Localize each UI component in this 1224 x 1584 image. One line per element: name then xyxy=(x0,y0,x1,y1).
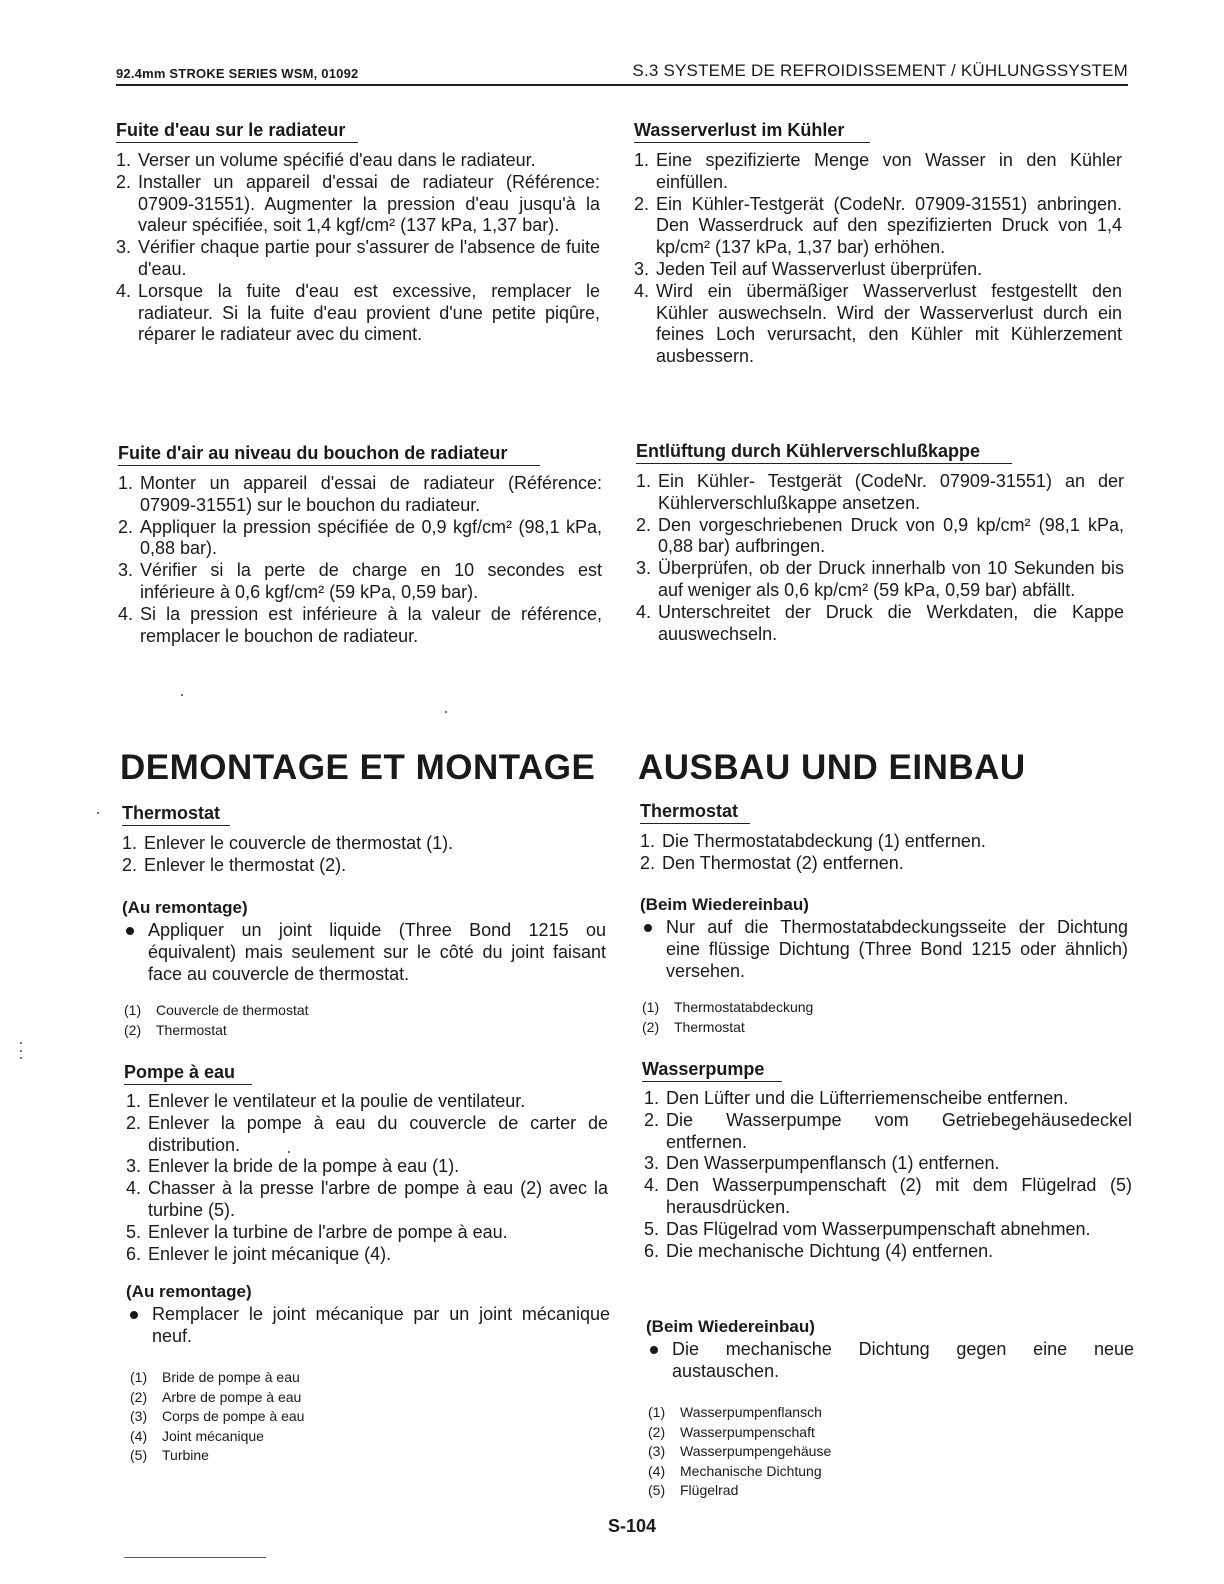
step-item xyxy=(116,281,600,346)
de-section-heading: AUSBAU UND EINBAU xyxy=(638,748,1026,787)
de-pump-steps xyxy=(644,1088,1132,1262)
legend-number: (2) xyxy=(130,1388,148,1405)
de-thermostat-legend xyxy=(642,998,813,1037)
step-text: Jeden Teil auf Wasserverlust überprüfen. xyxy=(656,258,983,279)
legend-text: Mechanische Dichtung xyxy=(680,1462,822,1479)
fr-pump-bullets xyxy=(124,1304,610,1348)
legend-number: (1) xyxy=(130,1369,148,1385)
legend-number: (2) xyxy=(124,1021,142,1038)
step-number: 2. xyxy=(640,852,656,873)
step-item xyxy=(636,515,1124,559)
step-text: Enlever le thermostat (2). xyxy=(144,854,347,875)
step-number: 3. xyxy=(636,558,652,579)
legend-item xyxy=(648,1481,831,1501)
step-text: Den Wasserpumpenflansch (1) entfernen. xyxy=(666,1153,1000,1174)
step-item xyxy=(644,1241,1132,1263)
scan-speck xyxy=(445,711,447,713)
step-number: 3. xyxy=(126,1156,142,1177)
legend-item xyxy=(648,1403,831,1423)
fr-pump-steps xyxy=(126,1091,608,1265)
step-text: Das Flügelrad vom Wasserpumpenschaft abnehmen. xyxy=(666,1218,1091,1239)
step-item xyxy=(126,1113,608,1157)
legend-text: Couvercle de thermostat xyxy=(156,1002,309,1018)
step-item xyxy=(644,1110,1132,1154)
step-number: 2. xyxy=(644,1109,660,1130)
de-radiator-leak-title: Wasserverlust im Kühler xyxy=(634,120,845,140)
legend-item xyxy=(648,1462,831,1482)
step-number: 1. xyxy=(644,1088,660,1108)
de-thermostat-bullets xyxy=(638,917,1128,982)
fr-pump-underline xyxy=(124,1084,252,1085)
step-number: 2. xyxy=(634,193,650,214)
footer-line xyxy=(124,1557,266,1558)
step-number: 5. xyxy=(644,1218,660,1239)
de-thermostat-reassembly-title: (Beim Wiedereinbau) xyxy=(640,895,809,914)
legend-text: Joint mécanique xyxy=(162,1427,264,1444)
step-number: 6. xyxy=(126,1243,142,1264)
legend-number: (2) xyxy=(648,1423,666,1440)
legend-text: Thermostatabdeckung xyxy=(674,999,814,1015)
step-text: Enlever le joint mécanique (4). xyxy=(148,1243,392,1264)
step-number: 4. xyxy=(636,601,652,622)
de-radiator-leak-underline xyxy=(634,142,870,143)
step-item xyxy=(126,1178,608,1222)
page-header xyxy=(116,62,1128,86)
step-number: 1. xyxy=(116,150,132,170)
de-pump-bullets xyxy=(644,1339,1134,1383)
legend-item xyxy=(130,1388,304,1408)
step-text: Lorsque la fuite d'eau est excessive, remplacer le radiateur. Si la fuite d'eau provient d'une petite piqûre, réparer le radiateur avec du ciment. xyxy=(138,280,600,345)
step-number: 6. xyxy=(644,1240,660,1261)
de-pump-title: Wasserpumpe xyxy=(642,1059,765,1079)
step-item xyxy=(644,1088,1132,1110)
legend-item xyxy=(130,1427,304,1447)
legend-number: (3) xyxy=(648,1443,666,1460)
bullet-item xyxy=(638,917,1128,982)
step-number: 2. xyxy=(118,516,134,537)
step-item xyxy=(118,517,602,561)
step-number: 1. xyxy=(634,150,650,170)
step-number: 2. xyxy=(636,514,652,535)
de-cap-leak-steps xyxy=(636,471,1124,645)
step-text: Den vorgeschriebenen Druck von 0,9 kp/cm² (98,1 kPa, 0,88 bar) aufbringen. xyxy=(658,514,1124,557)
legend-number: (1) xyxy=(648,1404,666,1420)
step-text: Enlever la bride de la pompe à eau (1). xyxy=(148,1156,460,1177)
legend-item xyxy=(648,1442,831,1462)
step-number: 4. xyxy=(118,603,134,624)
legend-text: Flügelrad xyxy=(680,1482,739,1499)
fr-thermostat-title: Thermostat xyxy=(122,803,221,823)
legend-item xyxy=(130,1407,304,1427)
step-text: Appliquer la pression spécifiée de 0,9 kgf/cm² (98,1 kPa, 0,88 bar). xyxy=(140,516,602,559)
step-item xyxy=(644,1219,1132,1241)
fr-radiator-leak-underline xyxy=(116,142,358,143)
de-cap-leak-title: Entlüftung durch Kühlerverschlußkappe xyxy=(636,441,981,461)
bullet-icon xyxy=(650,1346,658,1354)
step-text: Den Thermostat (2) entfernen. xyxy=(662,852,904,873)
legend-item xyxy=(642,1018,813,1038)
bullet-text: Nur auf die Thermostatabdeckungsseite der Dichtung eine flüssige Dichtung (Three Bond 1215 oder ähnlich) versehen. xyxy=(666,917,1128,981)
step-item xyxy=(122,833,606,855)
step-text: Die Thermostatabdeckung (1) entfernen. xyxy=(662,831,986,851)
bullet-text: Appliquer un joint liquide (Three Bond 1215 ou équivalent) mais seulement sur le côté du joint faisant face au couvercle de thermostat. xyxy=(148,920,606,984)
legend-item xyxy=(130,1368,304,1388)
step-number: 5. xyxy=(126,1221,142,1242)
legend-number: (2) xyxy=(642,1018,660,1035)
step-item xyxy=(118,560,602,604)
legend-number: (1) xyxy=(642,999,660,1015)
step-item xyxy=(634,259,1122,281)
step-item xyxy=(116,172,600,237)
fr-thermostat-reassembly-title: (Au remontage) xyxy=(122,898,248,917)
step-number: 3. xyxy=(118,560,134,581)
de-pump-legend xyxy=(648,1403,831,1501)
step-number: 4. xyxy=(116,280,132,301)
step-text: Die mechanische Dichtung (4) entfernen. xyxy=(666,1240,994,1261)
step-item xyxy=(644,1175,1132,1219)
step-number: 1. xyxy=(126,1091,142,1111)
legend-number: (5) xyxy=(648,1482,666,1499)
fr-thermostat-steps xyxy=(122,833,606,877)
legend-item xyxy=(648,1423,831,1443)
legend-text: Thermostat xyxy=(156,1021,227,1038)
de-radiator-leak-steps xyxy=(634,150,1122,368)
de-pump-reassembly-title: (Beim Wiedereinbau) xyxy=(646,1317,815,1336)
step-number: 4. xyxy=(126,1178,142,1199)
bullet-item xyxy=(124,1304,610,1348)
scan-speck xyxy=(20,1057,22,1059)
de-cap-leak-underline xyxy=(636,463,1012,464)
step-text: Enlever la pompe à eau du couvercle de carter de distribution. xyxy=(148,1112,608,1155)
step-text: Enlever le couvercle de thermostat (1). xyxy=(144,833,454,853)
legend-text: Wasserpumpengehäuse xyxy=(680,1443,832,1460)
bullet-text: Remplacer le joint mécanique par un joint mécanique neuf. xyxy=(152,1304,610,1346)
step-item xyxy=(640,853,1126,875)
step-number: 1. xyxy=(636,471,652,491)
fr-cap-leak-title: Fuite d'air au niveau du bouchon de radiateur xyxy=(118,443,508,463)
legend-text: Bride de pompe à eau xyxy=(162,1369,300,1385)
scan-speck xyxy=(20,1042,22,1044)
step-item xyxy=(640,831,1126,853)
legend-number: (3) xyxy=(130,1408,148,1425)
step-number: 2. xyxy=(116,171,132,192)
step-number: 3. xyxy=(634,258,650,279)
step-text: Vérifier chaque partie pour s'assurer de l'absence de fuite d'eau. xyxy=(138,237,600,279)
legend-text: Corps de pompe à eau xyxy=(162,1408,305,1425)
legend-item xyxy=(124,1021,309,1041)
de-thermostat-title: Thermostat xyxy=(640,801,739,821)
fr-radiator-leak-title: Fuite d'eau sur le radiateur xyxy=(116,120,346,140)
step-text: Monter un appareil d'essai de radiateur (Référence: 07909-31551) sur le bouchon du radiateur. xyxy=(140,473,602,515)
fr-thermostat-bullets xyxy=(120,920,606,985)
step-text: Installer un appareil d'essai de radiateur (Référence: 07909-31551). Augmenter la pression d'eau jusqu'à la valeur spécifiée, soit 1,4 kgf/cm² (137 kPa, 1,37 bar). xyxy=(138,171,600,236)
chapter-title: S.3 SYSTEME DE REFROIDISSEMENT / KÜHLUNGSSYSTEM xyxy=(632,61,1128,80)
step-text: Enlever la turbine de l'arbre de pompe à eau. xyxy=(148,1221,508,1242)
step-item xyxy=(126,1244,608,1266)
step-text: Ein Kühler-Testgerät (CodeNr. 07909-31551) anbringen. Den Wasserdruck auf den spezifizierten Druck von 1,4 kp/cm² (137 kPa, 1,37 bar) erhöhen. xyxy=(656,193,1122,258)
fr-section-heading: DEMONTAGE ET MONTAGE xyxy=(120,748,596,787)
step-text: Die Wasserpumpe vom Getriebegehäusedeckel entfernen. xyxy=(666,1109,1132,1152)
legend-item xyxy=(130,1446,304,1466)
legend-number: (5) xyxy=(130,1447,148,1464)
bullet-icon xyxy=(126,927,134,935)
scan-speck xyxy=(181,694,183,696)
fr-cap-leak-steps xyxy=(118,473,602,647)
step-item xyxy=(122,855,606,877)
step-item xyxy=(636,558,1124,602)
step-text: Unterschreitet der Druck die Werkdaten, die Kappe auuswechseln. xyxy=(658,601,1124,644)
step-text: Verser un volume spécifié d'eau dans le radiateur. xyxy=(138,150,536,170)
step-text: Chasser à la presse l'arbre de pompe à eau (2) avec la turbine (5). xyxy=(148,1178,608,1220)
step-item xyxy=(116,150,600,172)
step-text: Ein Kühler- Testgerät (CodeNr. 07909-31551) an der Kühlerverschlußkappe ansetzen. xyxy=(658,471,1124,513)
step-item xyxy=(126,1222,608,1244)
fr-thermostat-legend xyxy=(124,1001,309,1040)
step-item xyxy=(636,471,1124,515)
legend-text: Thermostat xyxy=(674,1018,745,1035)
bullet-text: Die mechanische Dichtung gegen eine neue austauschen. xyxy=(672,1339,1134,1381)
step-number: 1. xyxy=(122,833,138,853)
bullet-icon xyxy=(644,924,652,932)
step-item xyxy=(116,237,600,281)
step-text: Vérifier si la perte de charge en 10 secondes est inférieure à 0,6 kgf/cm² (59 kPa, 0,59 bar). xyxy=(140,560,602,602)
step-number: 4. xyxy=(644,1175,660,1196)
bullet-item xyxy=(644,1339,1134,1383)
step-item xyxy=(118,473,602,517)
step-item xyxy=(634,150,1122,194)
step-text: Den Lüfter und die Lüfterriemenscheibe entfernen. xyxy=(666,1088,1069,1108)
fr-cap-leak-underline xyxy=(118,465,540,466)
fr-pump-legend xyxy=(130,1368,304,1466)
fr-pump-title: Pompe à eau xyxy=(124,1062,236,1082)
step-item xyxy=(634,281,1122,368)
step-number: 3. xyxy=(644,1153,660,1174)
legend-item xyxy=(124,1001,309,1021)
step-number: 1. xyxy=(640,831,656,851)
step-text: Überprüfen, ob der Druck innerhalb von 10 Sekunden bis auf weniger als 0,6 kp/cm² (59 kPa, 0,59 bar) abfällt. xyxy=(658,558,1124,600)
step-number: 1. xyxy=(118,473,134,493)
step-text: Si la pression est inférieure à la valeur de référence, remplacer le bouchon de radiateur. xyxy=(140,603,602,646)
legend-text: Turbine xyxy=(162,1447,209,1464)
scan-speck xyxy=(20,1050,22,1052)
step-text: Eine spezifizierte Menge von Wasser in den Kühler einfüllen. xyxy=(656,150,1122,192)
legend-text: Arbre de pompe à eau xyxy=(162,1388,302,1405)
scan-speck xyxy=(288,1151,290,1153)
legend-text: Wasserpumpenschaft xyxy=(680,1423,815,1440)
step-number: 2. xyxy=(122,854,138,875)
page-number: S-104 xyxy=(607,1516,657,1536)
step-item xyxy=(644,1153,1132,1175)
de-pump-underline xyxy=(642,1081,782,1082)
scan-speck xyxy=(97,812,99,814)
legend-number: (4) xyxy=(648,1462,666,1479)
fr-thermostat-underline xyxy=(122,825,230,826)
step-text: Wird ein übermäßiger Wasserverlust festgestellt den Kühler auswechseln. Wird der Wasserverlust durch ein feines Loch verursacht, den Kühler mit Kühlerzement ausbessern. xyxy=(656,280,1122,367)
bullet-icon xyxy=(130,1311,138,1319)
step-item xyxy=(126,1156,608,1178)
step-item xyxy=(634,194,1122,259)
step-text: Enlever le ventilateur et la poulie de ventilateur. xyxy=(148,1091,526,1111)
step-number: 3. xyxy=(116,237,132,258)
step-item xyxy=(636,602,1124,646)
de-thermostat-underline xyxy=(640,823,750,824)
series-reference: 92.4mm STROKE SERIES WSM, 01092 xyxy=(116,66,359,81)
bullet-item xyxy=(120,920,606,985)
fr-pump-reassembly-title: (Au remontage) xyxy=(126,1282,252,1301)
legend-number: (4) xyxy=(130,1427,148,1444)
step-number: 2. xyxy=(126,1112,142,1133)
step-number: 4. xyxy=(634,280,650,301)
legend-item xyxy=(642,998,813,1018)
step-item xyxy=(126,1091,608,1113)
step-item xyxy=(118,604,602,648)
step-text: Den Wasserpumpenschaft (2) mit dem Flügelrad (5) herausdrücken. xyxy=(666,1175,1132,1217)
de-thermostat-steps xyxy=(640,831,1126,875)
fr-radiator-leak-steps xyxy=(116,150,600,346)
legend-text: Wasserpumpenflansch xyxy=(680,1404,822,1420)
legend-number: (1) xyxy=(124,1002,142,1018)
